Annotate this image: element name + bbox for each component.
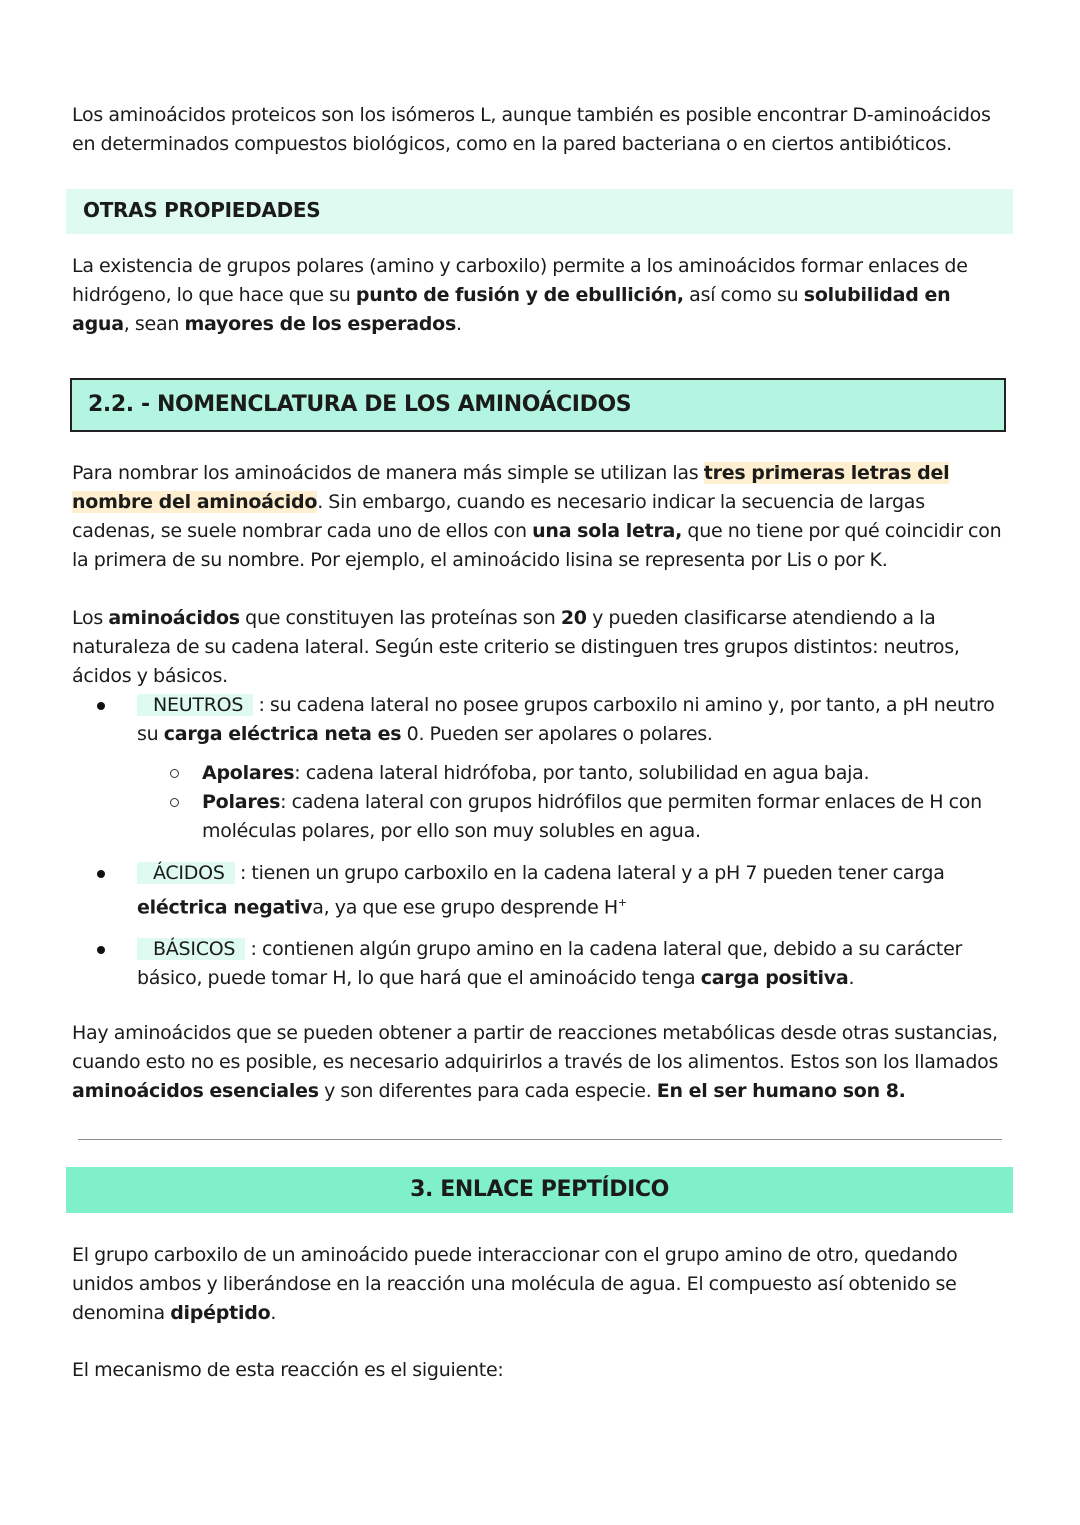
list-item-acidos: ÁCIDOS : tienen un grupo carboxilo en la cadena lateral y a pH 7 pueden tener carga eléctrica negativa, ya que ese grupo desprende H+: [137, 862, 945, 919]
nomenclatura-paragraph-1: Para nombrar los aminoácidos de manera más simple se utilizan las tres primeras letras del nombre del aminoácido. Sin embargo, cuando es necesario indicar la secuencia de largas cadenas, se suele nombrar cada uno de ellos con una sola letra, que no tiene por qué coincidir con la primera de su nombre. Por ejemplo, el aminoácido lisina se representa por Lis o por K.: [72, 462, 1002, 571]
highlighted-text: tres primeras letras del nombre del aminoácido: [72, 462, 950, 513]
bullet-neutros: [97, 702, 105, 710]
nomenclatura-paragraph-2: Los aminoácidos que constituyen las proteínas son 20 y pueden clasificarse atendiendo a la naturaleza de su cadena lateral. Según este criterio se distinguen tres grupos distintos: neutros, ácidos y básicos.: [72, 607, 960, 687]
list-item-neutros: NEUTROS : su cadena lateral no posee grupos carboxilo ni amino y, por tanto, a pH neutro su carga eléctrica neta es 0. Pueden ser apolares o polares.: [137, 694, 995, 745]
enlace-paragraph-1: El grupo carboxilo de un aminoácido puede interaccionar con el grupo amino de otro, quedando unidos ambos y liberándose en la reacción una molécula de agua. El compuesto así obtenido se denomina dipéptido.: [72, 1244, 958, 1324]
tag-acidos: ÁCIDOS: [137, 862, 235, 884]
tag-basicos: BÁSICOS: [137, 938, 245, 960]
intro-text: Los aminoácidos proteicos son los isómeros L, aunque también es posible encontrar D-aminoácidos en determinados compuestos biológicos, como en la pared bacteriana o en ciertos antibióticos.: [72, 104, 991, 155]
esenciales-paragraph: Hay aminoácidos que se pueden obtener a partir de reacciones metabólicas desde otras sustancias, cuando esto no es posible, es necesario adquirirlos a través de los alimentos. Estos son los llamados aminoácidos esenciales y son diferentes para cada especie. En el ser humano son 8.: [72, 1022, 999, 1102]
bullet-acidos: [97, 870, 105, 878]
sub-item-apolares: Apolares: cadena lateral hidrófoba, por tanto, solubilidad en agua baja.: [202, 762, 870, 784]
enlace-peptidico-heading: 3. ENLACE PEPTÍDICO: [410, 1177, 669, 1202]
nomenclatura-heading: 2.2. - NOMENCLATURA DE LOS AMINOÁCIDOS: [88, 392, 632, 417]
otras-propiedades-paragraph: La existencia de grupos polares (amino y carboxilo) permite a los aminoácidos formar enlaces de hidrógeno, lo que hace que su punto de fusión y de ebullición, así como su solubilidad en agua, sean mayores de los esperados.: [72, 255, 968, 335]
sub-bullet-apolares: [170, 769, 179, 778]
enlace-paragraph-2: El mecanismo de esta reacción es el siguiente:: [72, 1359, 504, 1381]
nomenclatura-heading-box: [70, 378, 1006, 432]
sub-item-polares: Polares: cadena lateral con grupos hidrófilos que permiten formar enlaces de H con moléculas polares, por ello son muy solubles en agua.: [202, 791, 982, 842]
enlace-peptidico-band: [66, 1167, 1013, 1213]
otras-propiedades-band: [66, 189, 1013, 234]
otras-propiedades-heading: OTRAS PROPIEDADES: [83, 198, 321, 222]
list-item-basicos: BÁSICOS : contienen algún grupo amino en la cadena lateral que, debido a su carácter básico, puede tomar H, lo que hará que el aminoácido tenga carga positiva.: [137, 938, 963, 989]
bullet-basicos: [97, 946, 105, 954]
tag-neutros: NEUTROS: [137, 694, 253, 716]
intro-paragraph: [72, 101, 1012, 159]
sub-bullet-polares: [170, 798, 179, 807]
horizontal-divider: [78, 1139, 1002, 1140]
